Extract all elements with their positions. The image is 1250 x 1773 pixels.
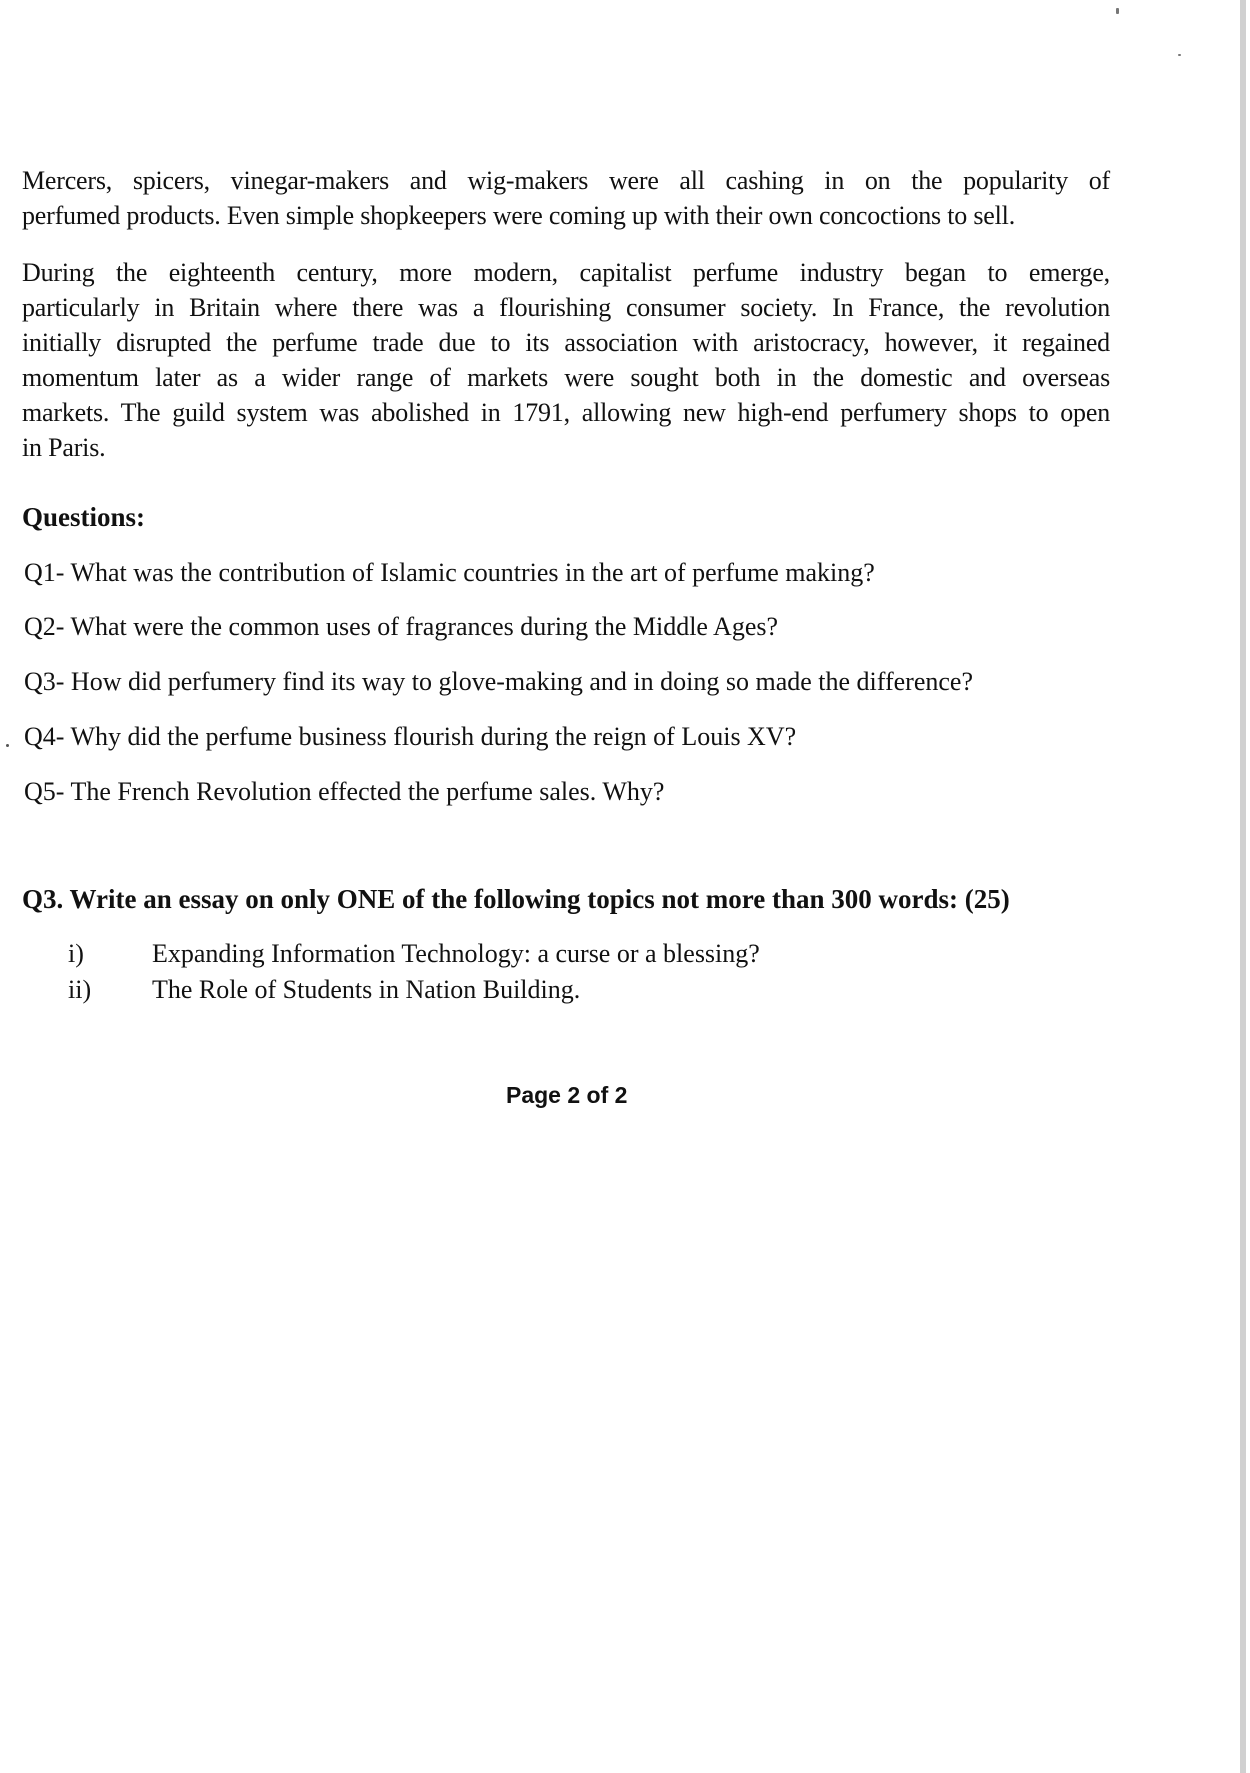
paragraph-line: markets. The guild system was abolished in 1791, allowing new high-end perfumery shops to open: [22, 398, 1110, 427]
paragraph-2: [22, 255, 1110, 465]
topic-2-number: ii): [68, 975, 92, 1004]
essay-heading: Q3. Write an essay on only ONE of the following topics not more than 300 words: (25): [22, 884, 1010, 914]
paragraph-line: initially disrupted the perfume trade due to its association with aristocracy, however, it regained: [22, 328, 1110, 357]
paragraph-line: perfumed products. Even simple shopkeepers were coming up with their own concoctions to sell.: [22, 201, 1015, 230]
question-5: Q5- The French Revolution effected the perfume sales. Why?: [24, 777, 665, 806]
topic-1-number: i): [68, 939, 84, 968]
scan-edge-strip: [1240, 0, 1246, 1773]
paragraph-line: particularly in Britain where there was a flourishing consumer society. In France, the revolution: [22, 293, 1110, 322]
scan-speck: [1116, 8, 1119, 14]
question-1: Q1- What was the contribution of Islamic countries in the art of perfume making?: [24, 558, 875, 587]
paragraph-line: momentum later as a wider range of markets were sought both in the domestic and overseas: [22, 363, 1110, 392]
topic-2-text: The Role of Students in Nation Building.: [152, 975, 581, 1004]
question-2: Q2- What were the common uses of fragrances during the Middle Ages?: [24, 612, 779, 641]
paragraph-line: Mercers, spicers, vinegar-makers and wig-makers were all cashing in on the popularity of: [22, 166, 1110, 195]
paragraph-line: in Paris.: [22, 433, 106, 462]
scan-speck: [1178, 54, 1181, 56]
scan-dot: [6, 744, 9, 747]
topic-1-text: Expanding Information Technology: a curse or a blessing?: [152, 939, 760, 968]
question-4: Q4- Why did the perfume business flourish during the reign of Louis XV?: [24, 722, 797, 751]
paragraph-1: [22, 163, 1110, 233]
questions-heading: Questions:: [22, 502, 146, 532]
question-3: Q3- How did perfumery find its way to glove-making and in doing so made the difference?: [24, 667, 973, 696]
paragraph-line: During the eighteenth century, more modern, capitalist perfume industry began to emerge,: [22, 258, 1110, 287]
page-number: Page 2 of 2: [506, 1082, 628, 1108]
